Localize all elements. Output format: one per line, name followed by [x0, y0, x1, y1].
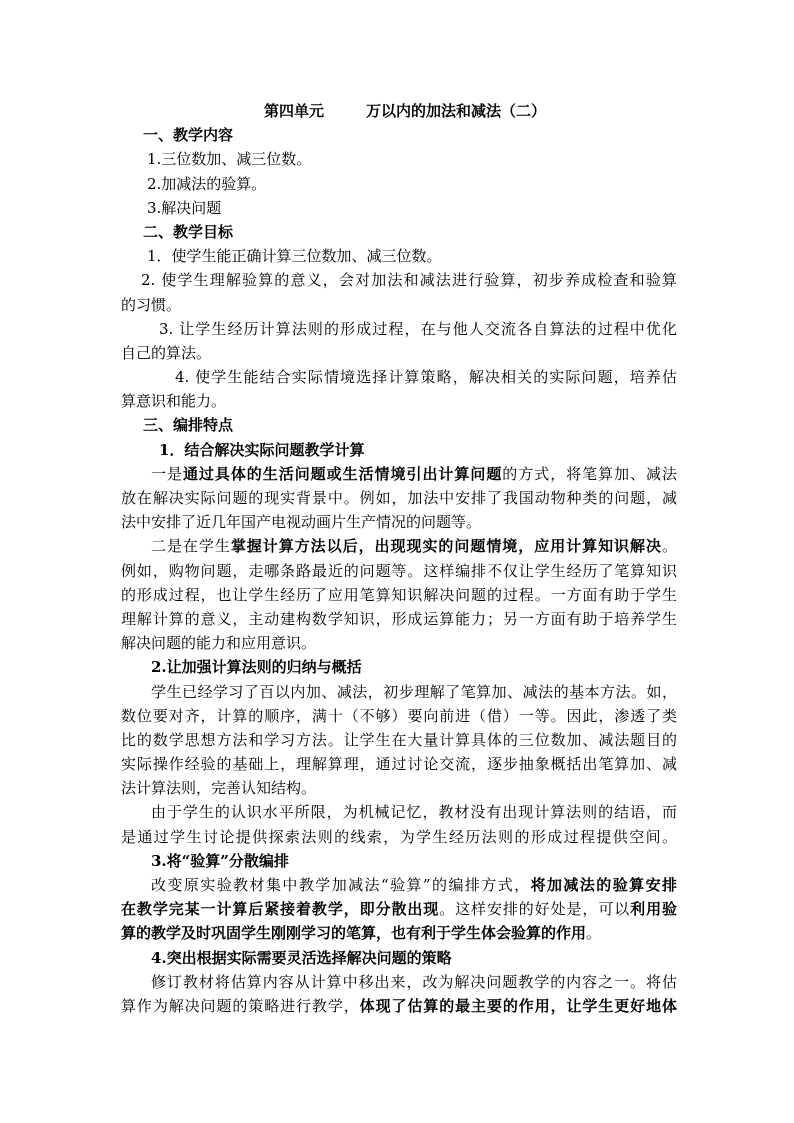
paragraph-line: 法计算法则，完善认知结构。 — [121, 779, 317, 798]
paragraph-line: 实际操作经验的基础上，理解算理，通过讨论交流，逐步抽象概括出笔算加、减 — [121, 755, 677, 774]
content-item-3: 3.解决问题 — [147, 198, 222, 217]
feature-3-heading: 3.将“验算”分散编排 — [151, 851, 289, 870]
goal-4-line-1: 4. 使学生能结合实际情境选择计算策略，解决相关的实际问题，培养估 — [175, 368, 677, 387]
paragraph-line: 在教学完某一计算后紧接着教学，即分散出现。这样安排的好处是，可以利用验 — [121, 900, 677, 919]
paragraph-line: 算作为解决问题的策略进行教学，体现了估算的最主要的作用，让学生更好地体 — [121, 996, 677, 1015]
paragraph-line: 例如，购物问题，走哪条路最近的问题等。这样编排不仅让学生经历了笔算知识 — [121, 561, 677, 580]
goal-3-line-1: 3. 让学生经历计算法则的形成过程，在与他人交流各自算法的过程中优化 — [159, 319, 677, 338]
paragraph-line: 法中安排了近几年国产电视动画片生产情况的问题等。 — [121, 513, 482, 532]
paragraph-line: 的形成过程，也让学生经历了应用笔算知识解决问题的过程。一方面有助于学生 — [121, 585, 677, 604]
feature-4-heading: 4.突出根据实际需要灵活选择解决问题的策略 — [151, 948, 452, 967]
page-title — [121, 99, 677, 123]
goal-4-line-2: 算意识和能力。 — [121, 392, 227, 411]
goal-2-line-2: 的习惯。 — [121, 295, 182, 314]
paragraph-line: 改变原实验教材集中教学加减法“验算”的编排方式，将加减法的验算安排 — [151, 876, 677, 894]
paragraph-line: 由于学生的认识水平所限，为机械记忆，教材没有出现计算法则的结语，而 — [151, 803, 677, 822]
section-heading-content: 一、教学内容 — [143, 126, 234, 145]
paragraph-line: 二是在学生掌握计算方法以后，出现现实的问题情境，应用计算知识解决。 — [151, 537, 677, 556]
paragraph-line: 是通过学生讨论提供探索法则的线索，为学生经历法则的形成过程提供空间。 — [121, 827, 677, 846]
goal-1: 1．使学生能正确计算三位数加、减三位数。 — [147, 247, 442, 266]
goal-3-line-2: 自己的算法。 — [121, 343, 212, 362]
unit-label: 第四单元 — [264, 102, 325, 120]
paragraph-line: 比的数学思想方法和学习方法。让学生在大量计算具体的三位数加、减法题目的 — [121, 730, 677, 749]
content-item-1: 1.三位数加、减三位数。 — [147, 150, 312, 169]
paragraph-line: 学生已经学习了百以内加、减法，初步理解了笔算加、减法的基本方法。如， — [151, 682, 677, 701]
unit-name: 万以内的加法和减法（二） — [366, 102, 547, 120]
paragraph-line: 算的教学及时巩固学生刚刚学习的笔算，也有利于学生体会验算的作用。 — [121, 924, 602, 943]
goal-2-line-1: 2. 使学生理解验算的意义，会对加法和减法进行验算，初步养成检查和验算 — [141, 271, 677, 290]
paragraph-line: 解决问题的能力和应用意识。 — [121, 634, 317, 653]
content-item-2: 2.加减法的验算。 — [147, 174, 267, 193]
paragraph-line: 理解计算的意义，主动建构数学知识，形成运算能力；另一方面有助于培养学生 — [121, 609, 677, 628]
paragraph-line: 修订教材将估算内容从计算中移出来，改为解决问题教学的内容之一。将估 — [151, 972, 677, 991]
feature-1-heading: 1．结合解决实际问题教学计算 — [159, 440, 365, 459]
section-heading-goals: 二、教学目标 — [143, 222, 234, 241]
document-body — [121, 99, 677, 1018]
section-heading-features: 三、编排特点 — [143, 416, 234, 435]
paragraph-line: 放在解决实际问题的现实背景中。例如，加法中安排了我国动物种类的问题，减 — [121, 489, 677, 507]
paragraph-line: 一是通过具体的生活问题或生活情境引出计算问题的方式，将笔算加、减法 — [151, 464, 677, 483]
feature-2-heading: 2.让加强计算法则的归纳与概括 — [151, 658, 362, 677]
paragraph-line: 数位要对齐，计算的顺序，满十（不够）要向前进（借）一等。因此，渗透了类 — [121, 706, 677, 725]
